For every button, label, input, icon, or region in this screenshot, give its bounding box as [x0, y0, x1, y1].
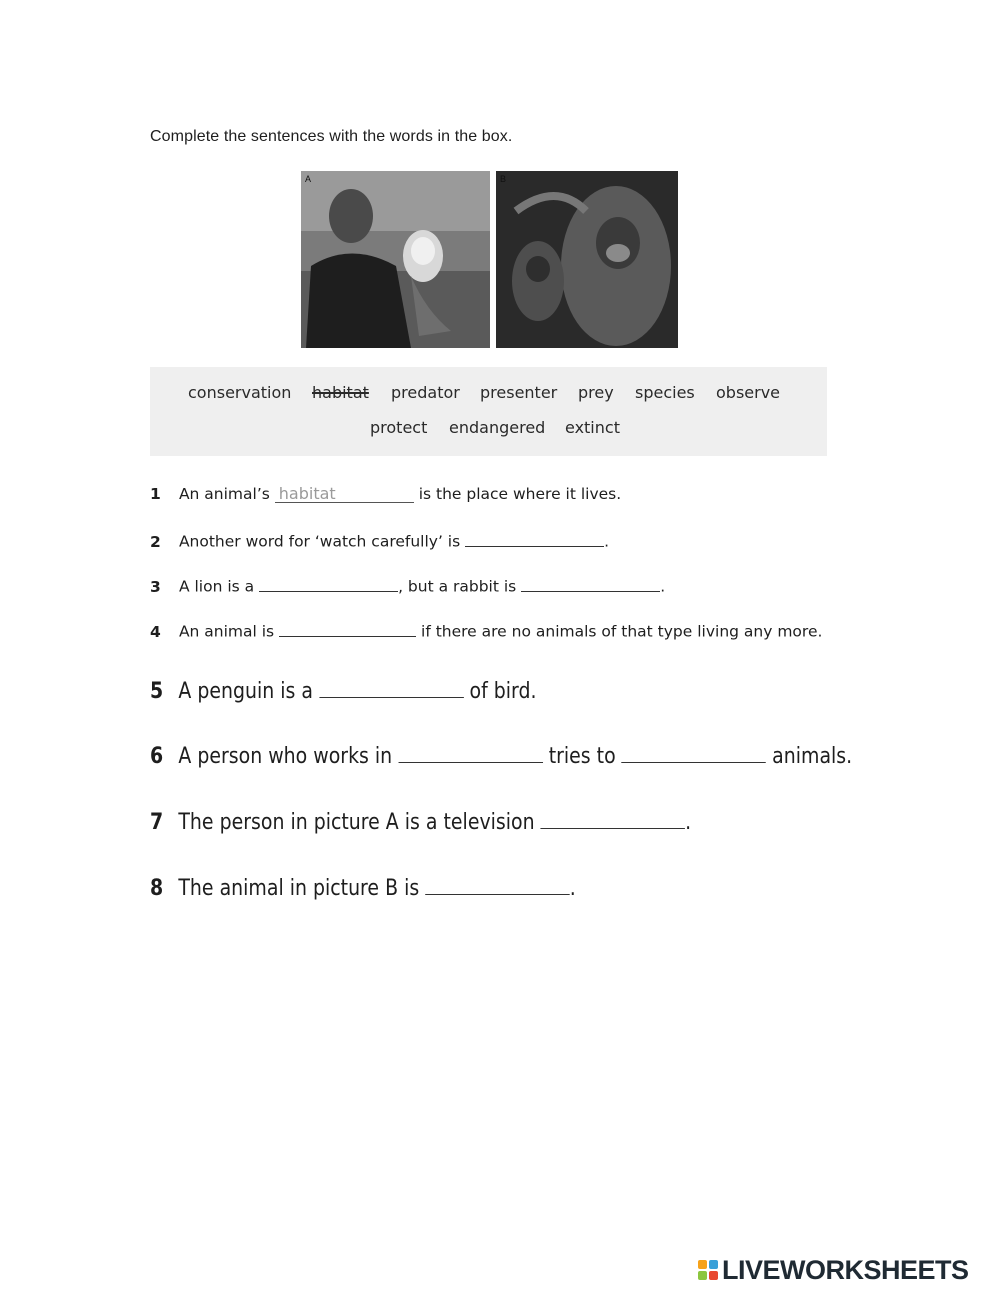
logo-text: LIVEWORKSHEETS [722, 1254, 969, 1285]
answer-field-8[interactable] [425, 872, 569, 895]
question-2 [150, 530, 609, 551]
liveworksheets-logo [698, 1255, 969, 1285]
question-number: 2 [150, 532, 161, 551]
question-text: Another word for ‘watch carefully’ is [178, 532, 461, 551]
question-text: animals. [772, 744, 853, 769]
word-prey: prey [578, 383, 614, 402]
word-observe: observe [716, 383, 781, 402]
question-text: . [685, 810, 692, 835]
word-extinct: extinct [565, 418, 620, 437]
question-text: is the place where it lives. [418, 485, 622, 503]
question-text: tries to [548, 744, 616, 769]
question-1 [150, 485, 621, 503]
answer-field-2[interactable] [465, 530, 604, 547]
picture-b-orangutans [496, 171, 678, 348]
picture-b-label: B [500, 174, 507, 184]
picture-a-presenter-with-owl [301, 171, 490, 348]
question-text: An animal’s [178, 485, 270, 503]
answer-field-4[interactable] [279, 620, 416, 637]
answer-field-1[interactable]: habitat [275, 486, 414, 503]
logo-square-icon [698, 1271, 707, 1280]
question-5 [150, 675, 536, 704]
question-number: 4 [150, 622, 161, 641]
instruction-text: Complete the sentences with the words in the box. [150, 128, 513, 145]
question-number: 3 [150, 577, 161, 596]
word-presenter: presenter [480, 383, 558, 402]
question-text: An animal is [178, 622, 275, 641]
answer-field-5[interactable] [319, 675, 463, 698]
question-4 [150, 620, 822, 641]
word-conservation: conservation [188, 383, 292, 402]
question-6 [150, 740, 852, 769]
answer-field-6a[interactable] [398, 740, 542, 763]
question-7 [150, 806, 691, 835]
logo-square-icon [709, 1271, 718, 1280]
question-number: 6 [150, 744, 164, 769]
question-text: A person who works in [178, 744, 393, 769]
word-species: species [635, 383, 695, 402]
question-text: , but a rabbit is [398, 577, 517, 596]
question-8 [150, 872, 576, 901]
word-endangered: endangered [449, 418, 546, 437]
question-text: . [569, 876, 576, 901]
question-text: The person in picture A is a television [178, 810, 535, 835]
question-text: The animal in picture B is [178, 876, 420, 901]
logo-square-icon [709, 1260, 718, 1269]
question-text: . [604, 532, 610, 551]
word-habitat-used: habitat [312, 383, 369, 402]
logo-grid-icon [698, 1260, 718, 1280]
question-text: A penguin is a [178, 679, 313, 704]
question-text: of bird. [469, 679, 537, 704]
answer-field-3a[interactable] [259, 575, 398, 592]
question-number: 8 [150, 876, 164, 901]
question-text: A lion is a [178, 577, 255, 596]
logo-square-icon [698, 1260, 707, 1269]
word-box [150, 367, 827, 456]
answer-field-6b[interactable] [622, 740, 766, 763]
question-3 [150, 575, 665, 596]
question-number: 7 [150, 810, 164, 835]
answer-field-3b[interactable] [521, 575, 660, 592]
question-text: if there are no animals of that type living any more. [421, 622, 823, 641]
question-number: 1 [150, 485, 161, 503]
question-number: 5 [150, 679, 164, 704]
word-protect: protect [370, 418, 428, 437]
picture-a-label: A [305, 174, 312, 184]
answer-field-7[interactable] [541, 806, 685, 829]
word-predator: predator [391, 383, 460, 402]
question-text: . [660, 577, 666, 596]
